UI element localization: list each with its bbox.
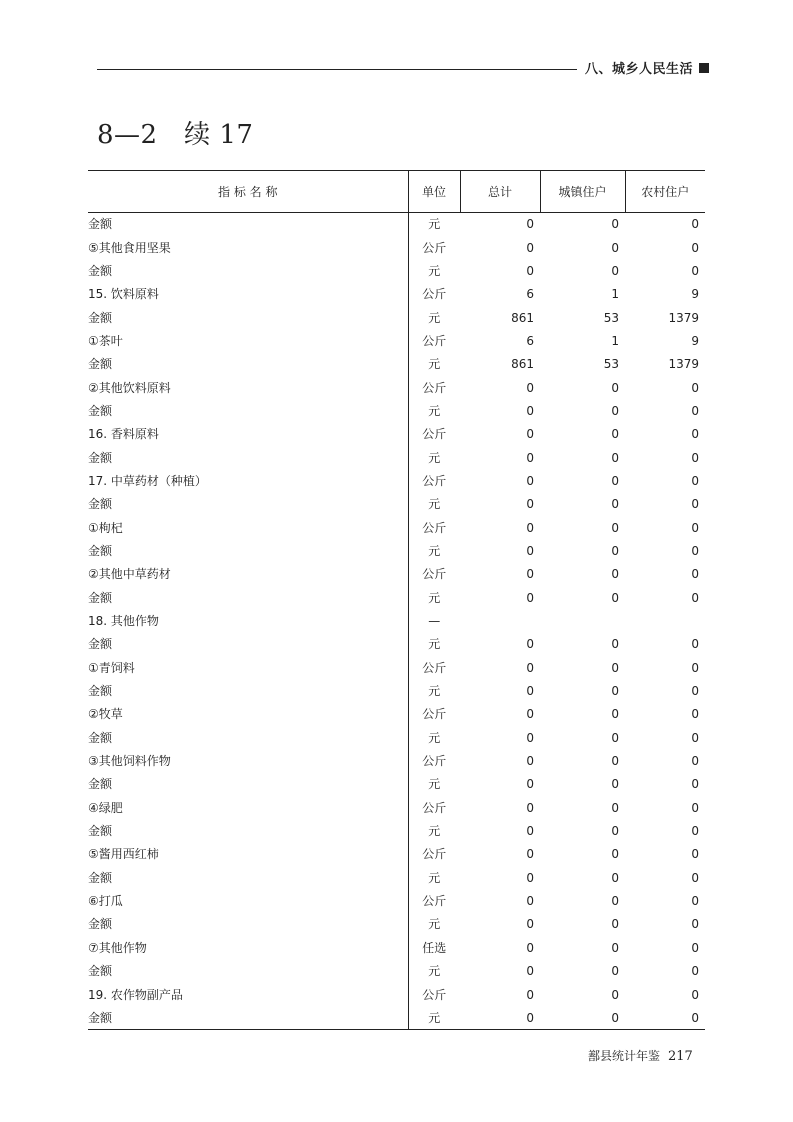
row-rural: 0	[691, 777, 699, 792]
table-row	[88, 656, 705, 679]
row-name: ④绿肥	[88, 800, 123, 815]
row-unit: 任选	[408, 936, 460, 959]
row-urban: 53	[603, 310, 619, 325]
table-row	[88, 703, 705, 726]
row-rural: 0	[691, 894, 699, 909]
row-unit: 元	[408, 586, 460, 609]
table-row	[88, 749, 705, 772]
row-rural: 0	[691, 427, 699, 442]
table-row	[88, 866, 705, 889]
row-urban: 0	[611, 497, 619, 512]
row-urban: 0	[611, 520, 619, 535]
row-name: ②牧草	[88, 707, 123, 722]
table-row	[88, 633, 705, 656]
row-total: 0	[460, 1006, 540, 1029]
row-total	[460, 609, 540, 632]
row-name: 金额	[88, 310, 113, 325]
row-unit: 公斤	[408, 889, 460, 912]
row-rural: 0	[691, 240, 699, 255]
row-rural: 9	[691, 287, 699, 302]
row-rural: 0	[691, 520, 699, 535]
row-urban: 0	[611, 800, 619, 815]
row-rural: 0	[691, 473, 699, 488]
row-name: 17. 中草药材（种植）	[88, 473, 207, 488]
row-total: 0	[526, 730, 534, 745]
row-total: 0	[526, 847, 534, 862]
row-unit: 元	[408, 539, 460, 562]
row-unit: 元	[408, 960, 460, 983]
row-unit: 元	[408, 1006, 460, 1029]
row-rural: 0	[691, 684, 699, 699]
row-urban: 0	[611, 894, 619, 909]
row-name: 19. 农作物副产品	[88, 987, 183, 1002]
page-number: 217	[668, 1049, 693, 1064]
row-unit: 公斤	[408, 563, 460, 586]
row-total: 861	[511, 310, 534, 325]
table-row	[88, 726, 705, 749]
table-row	[88, 796, 705, 819]
table-row	[88, 913, 705, 936]
row-rural: 0	[691, 940, 699, 955]
row-total: 0	[526, 684, 534, 699]
row-rural: 0	[691, 263, 699, 278]
running-header	[585, 58, 709, 77]
row-rural: 0	[691, 450, 699, 465]
row-urban: 0	[611, 917, 619, 932]
row-urban: 0	[611, 754, 619, 769]
row-total: 0	[526, 660, 534, 675]
row-rural	[625, 609, 705, 632]
table-row	[88, 539, 705, 562]
statistics-table	[88, 170, 705, 1030]
row-name: ⑤其他食用坚果	[88, 240, 171, 255]
row-name: 金额	[88, 543, 113, 558]
row-urban: 0	[611, 964, 619, 979]
row-unit: 公斤	[408, 749, 460, 772]
table-row	[88, 213, 705, 236]
row-name: 金额	[88, 730, 113, 745]
row-name: ②其他中草药材	[88, 567, 171, 582]
row-name: ①枸杞	[88, 520, 123, 535]
row-rural: 0	[691, 567, 699, 582]
page-title: 8—2 续 17	[97, 120, 254, 150]
square-icon	[699, 63, 709, 73]
row-name: 金额	[88, 217, 113, 232]
row-urban: 0	[611, 777, 619, 792]
row-total: 0	[526, 824, 534, 839]
row-total: 0	[526, 964, 534, 979]
row-urban: 0	[611, 940, 619, 955]
table-row	[88, 819, 705, 842]
row-total: 0	[526, 870, 534, 885]
row-total: 0	[526, 590, 534, 605]
row-name: 金额	[88, 870, 113, 885]
row-unit: 元	[408, 679, 460, 702]
row-rural: 0	[691, 754, 699, 769]
table-row	[88, 236, 705, 259]
table-body	[88, 213, 705, 1030]
row-unit: 公斤	[408, 376, 460, 399]
row-rural: 0	[691, 637, 699, 652]
row-urban: 0	[611, 427, 619, 442]
row-unit: 元	[408, 399, 460, 422]
row-unit: 元	[408, 353, 460, 376]
col-header-unit: 单位	[408, 171, 460, 213]
row-name: 15. 饮料原料	[88, 287, 159, 302]
row-urban: 0	[611, 590, 619, 605]
table-row	[88, 376, 705, 399]
row-unit: 公斤	[408, 983, 460, 1006]
table-row	[88, 889, 705, 912]
row-name: 金额	[88, 590, 113, 605]
row-total: 0	[526, 403, 534, 418]
table-row	[88, 259, 705, 282]
col-header-urban: 城镇住户	[540, 171, 625, 213]
row-name: 金额	[88, 1006, 408, 1029]
row-name: 金额	[88, 684, 113, 699]
row-name: 金额	[88, 497, 113, 512]
row-urban: 0	[611, 240, 619, 255]
row-rural: 0	[691, 964, 699, 979]
row-urban: 0	[611, 403, 619, 418]
row-unit: 公斤	[408, 516, 460, 539]
table-row	[88, 329, 705, 352]
table-row	[88, 679, 705, 702]
row-unit: 公斤	[408, 703, 460, 726]
row-unit: 元	[408, 446, 460, 469]
row-total: 0	[526, 473, 534, 488]
row-total: 0	[526, 380, 534, 395]
row-rural: 0	[691, 824, 699, 839]
row-rural: 0	[691, 543, 699, 558]
row-unit: 公斤	[408, 236, 460, 259]
row-unit: 元	[408, 306, 460, 329]
col-header-name: 指 标 名 称	[88, 171, 408, 213]
row-total: 0	[526, 520, 534, 535]
row-unit: 元	[408, 773, 460, 796]
row-name: 金额	[88, 450, 113, 465]
row-total: 0	[526, 450, 534, 465]
row-total: 0	[526, 987, 534, 1002]
book-title: 鄯县统计年鉴	[588, 1049, 661, 1063]
section-title: 八、城乡人民生活	[585, 62, 694, 77]
row-name: 金额	[88, 824, 113, 839]
row-rural: 0	[691, 497, 699, 512]
row-name: 金额	[88, 403, 113, 418]
row-name: ⑤酱用西红柿	[88, 847, 159, 862]
row-name: ①青饲料	[88, 660, 135, 675]
row-name: ⑦其他作物	[88, 940, 147, 955]
row-urban: 0	[611, 987, 619, 1002]
row-name: ③其他饲料作物	[88, 754, 171, 769]
table-row	[88, 773, 705, 796]
row-unit: 元	[408, 726, 460, 749]
table-row	[88, 586, 705, 609]
table-row	[88, 353, 705, 376]
table-row	[88, 936, 705, 959]
row-total: 861	[511, 357, 534, 372]
row-rural: 0	[691, 987, 699, 1002]
row-total: 6	[526, 287, 534, 302]
col-header-rural: 农村住户	[625, 171, 705, 213]
table-row	[88, 446, 705, 469]
table-row	[88, 563, 705, 586]
row-urban: 0	[611, 637, 619, 652]
row-rural: 0	[691, 403, 699, 418]
row-urban: 0	[611, 473, 619, 488]
row-unit: 元	[408, 259, 460, 282]
row-urban: 0	[611, 730, 619, 745]
row-urban: 0	[611, 567, 619, 582]
table-row	[88, 960, 705, 983]
row-total: 0	[526, 427, 534, 442]
row-rural: 0	[691, 917, 699, 932]
row-rural: 0	[691, 660, 699, 675]
table-row	[88, 283, 705, 306]
row-rural: 0	[691, 590, 699, 605]
row-unit: 公斤	[408, 329, 460, 352]
row-rural: 1379	[668, 310, 699, 325]
row-total: 0	[526, 754, 534, 769]
row-total: 0	[526, 217, 534, 232]
row-urban	[540, 609, 625, 632]
row-name: 金额	[88, 777, 113, 792]
row-total: 0	[526, 800, 534, 815]
table-row	[88, 399, 705, 422]
row-urban: 0	[540, 1006, 625, 1029]
row-urban: 0	[611, 660, 619, 675]
row-total: 0	[526, 263, 534, 278]
row-total: 0	[526, 567, 534, 582]
row-total: 0	[526, 777, 534, 792]
row-urban: 0	[611, 684, 619, 699]
row-unit: 元	[408, 493, 460, 516]
row-name: 金额	[88, 357, 113, 372]
col-header-total: 总计	[460, 171, 540, 213]
row-total: 0	[526, 940, 534, 955]
table-row	[88, 1006, 705, 1029]
row-unit: 公斤	[408, 656, 460, 679]
row-total: 0	[526, 637, 534, 652]
row-unit: 元	[408, 633, 460, 656]
row-total: 0	[526, 707, 534, 722]
row-urban: 0	[611, 380, 619, 395]
row-unit: 元	[408, 819, 460, 842]
row-unit: 元	[408, 213, 460, 236]
row-urban: 0	[611, 824, 619, 839]
table-row	[88, 516, 705, 539]
table-header-row	[88, 171, 705, 213]
row-urban: 0	[611, 847, 619, 862]
row-rural: 0	[691, 800, 699, 815]
header-rule	[97, 69, 577, 70]
row-name: 金额	[88, 263, 113, 278]
row-total: 0	[526, 894, 534, 909]
row-name: ①茶叶	[88, 333, 123, 348]
row-rural: 0	[691, 847, 699, 862]
table-row	[88, 306, 705, 329]
row-total: 0	[526, 497, 534, 512]
row-rural: 0	[691, 217, 699, 232]
row-name: 18. 其他作物	[88, 614, 159, 629]
table-row	[88, 423, 705, 446]
row-name: ②其他饮料原料	[88, 380, 171, 395]
table-row	[88, 609, 705, 632]
table-row	[88, 493, 705, 516]
row-urban: 0	[611, 707, 619, 722]
row-unit: 公斤	[408, 283, 460, 306]
row-urban: 0	[611, 450, 619, 465]
row-urban: 0	[611, 217, 619, 232]
row-unit: —	[408, 609, 460, 632]
row-unit: 公斤	[408, 423, 460, 446]
row-rural: 0	[691, 380, 699, 395]
row-total: 6	[526, 333, 534, 348]
row-unit: 公斤	[408, 843, 460, 866]
row-unit: 公斤	[408, 796, 460, 819]
row-urban: 0	[611, 870, 619, 885]
page-footer	[588, 1047, 693, 1064]
row-name: 金额	[88, 637, 113, 652]
row-name: ⑥打瓜	[88, 894, 123, 909]
table-row	[88, 843, 705, 866]
row-urban: 1	[611, 333, 619, 348]
table-row	[88, 983, 705, 1006]
row-urban: 0	[611, 543, 619, 558]
row-urban: 1	[611, 287, 619, 302]
row-name: 金额	[88, 964, 113, 979]
row-urban: 53	[603, 357, 619, 372]
row-urban: 0	[611, 263, 619, 278]
row-total: 0	[526, 240, 534, 255]
row-unit: 元	[408, 866, 460, 889]
row-rural: 0	[691, 730, 699, 745]
row-total: 0	[526, 543, 534, 558]
row-unit: 公斤	[408, 469, 460, 492]
row-total: 0	[526, 917, 534, 932]
row-rural: 0	[691, 707, 699, 722]
row-name: 金额	[88, 917, 113, 932]
row-rural: 9	[691, 333, 699, 348]
row-name: 16. 香料原料	[88, 427, 159, 442]
row-rural: 0	[691, 870, 699, 885]
row-rural: 1379	[668, 357, 699, 372]
row-unit: 元	[408, 913, 460, 936]
table-row	[88, 469, 705, 492]
row-rural: 0	[625, 1006, 705, 1029]
